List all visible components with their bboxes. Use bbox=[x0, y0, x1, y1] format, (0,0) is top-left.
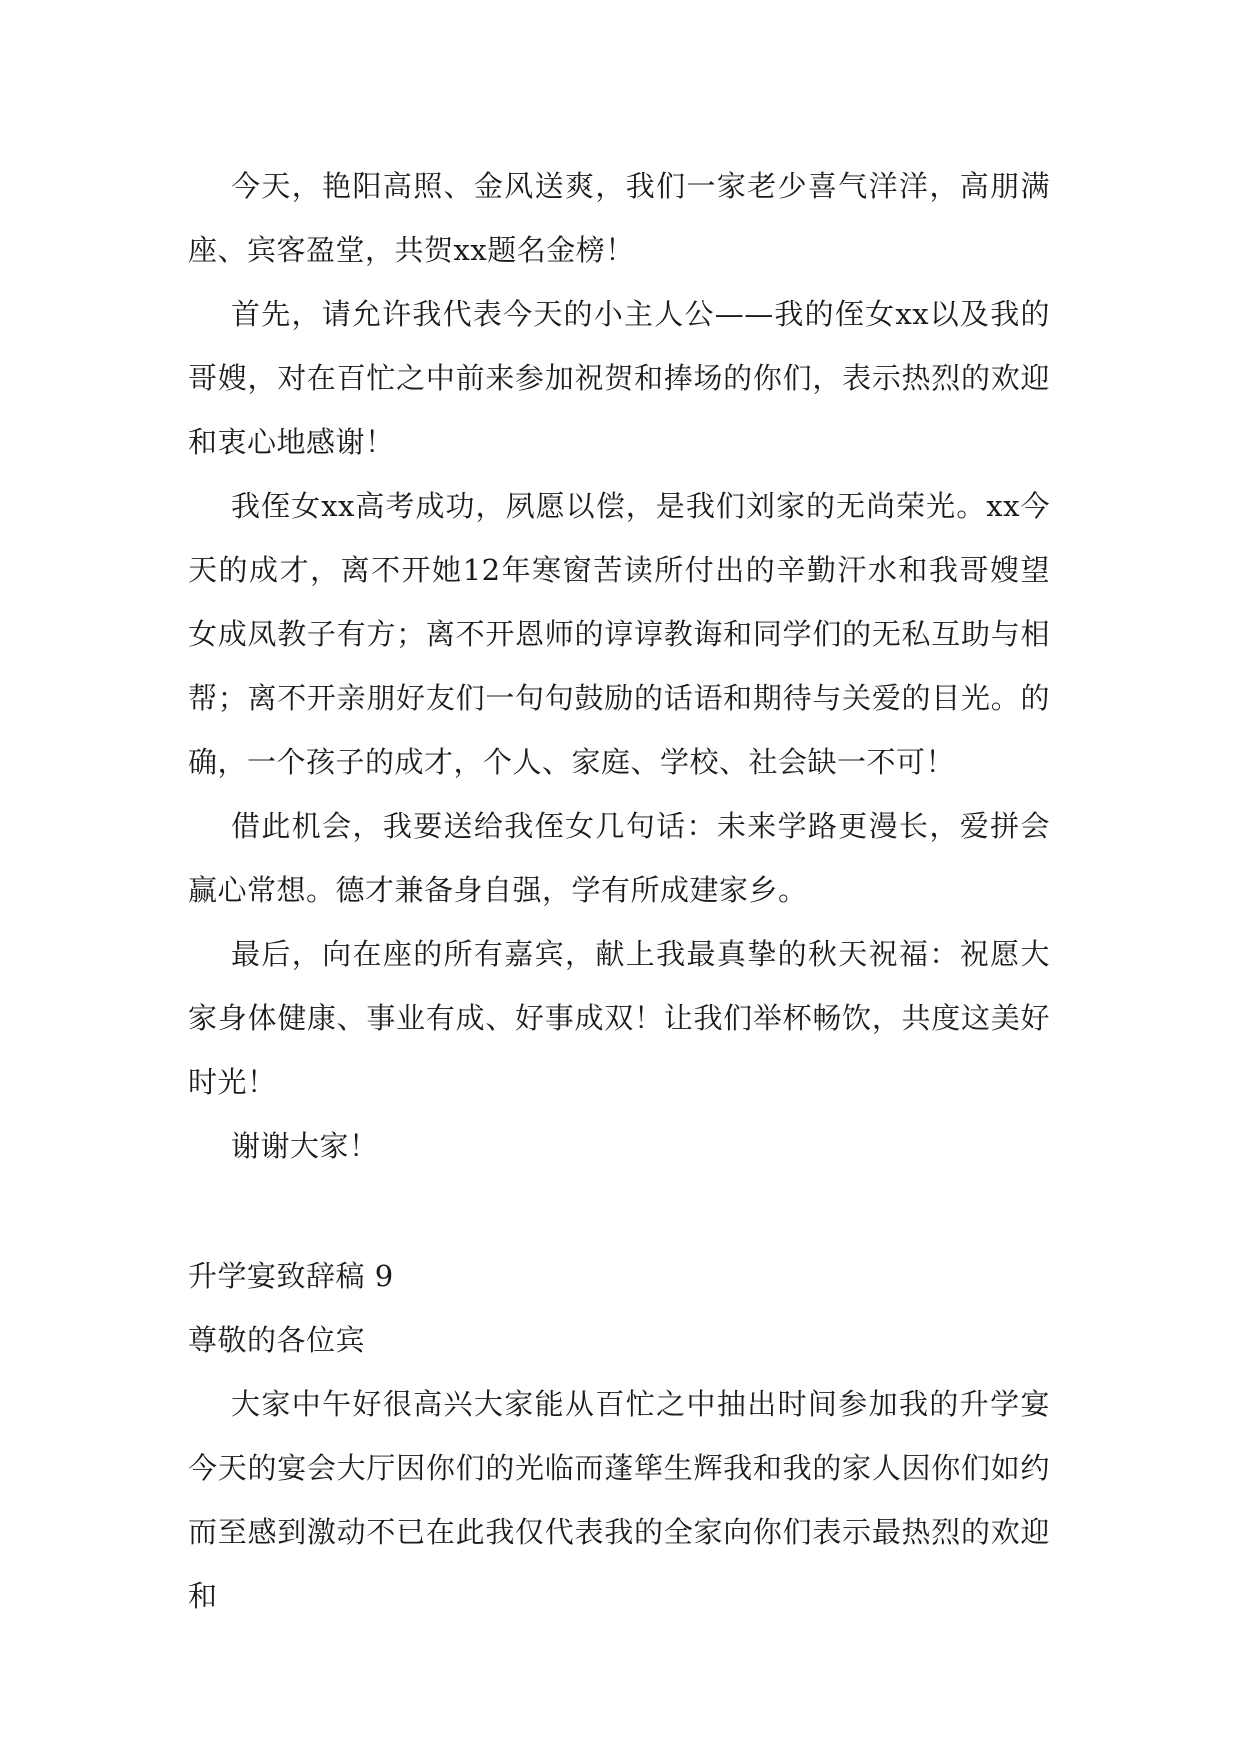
paragraph-advice: 借此机会，我要送给我侄女几句话：未来学路更漫长，爱拼会赢心常想。德才兼备身自强，学有所成建家乡。 bbox=[188, 809, 1050, 907]
paragraph-welcome: 首先，请允许我代表今天的小主人公——我的侄女xx以及我的哥嫂，对在百忙之中前来参加祝贺和捧场的你们，表示热烈的欢迎和衷心地感谢！ bbox=[188, 297, 1050, 459]
speech-section-1 bbox=[188, 154, 1050, 1178]
speech-section-2 bbox=[188, 1244, 1050, 1628]
paragraph-thanks: 谢谢大家！ bbox=[231, 1129, 379, 1163]
paragraph-greeting: 大家中午好很高兴大家能从百忙之中抽出时间参加我的升学宴今天的宴会大厅因你们的光临而蓬筚生辉我和我的家人因你们如约而至感到激动不已在此我仅代表我的全家向你们表示最热烈的欢迎和 bbox=[188, 1387, 1050, 1613]
speech-salutation: 尊敬的各位宾 bbox=[188, 1323, 366, 1357]
paragraph-opening: 今天，艳阳高照、金风送爽，我们一家老少喜气洋洋，高朋满座、宾客盈堂，共贺xx题名金榜！ bbox=[188, 169, 1050, 267]
paragraph-blessing: 最后，向在座的所有嘉宾，献上我最真挚的秋天祝福：祝愿大家身体健康、事业有成、好事成双！让我们举杯畅饮，共度这美好时光！ bbox=[188, 937, 1050, 1099]
speech-title: 升学宴致辞稿 9 bbox=[188, 1259, 394, 1293]
paragraph-gratitude: 我侄女xx高考成功，夙愿以偿，是我们刘家的无尚荣光。xx今天的成才，离不开她12年寒窗苦读所付出的辛勤汗水和我哥嫂望女成凤教子有方；离不开恩师的谆谆教诲和同学们的无私互助与相帮；离不开亲朋好友们一句句鼓励的话语和期待与关爱的目光。的确，一个孩子的成才，个人、家庭、学校、社会缺一不可！ bbox=[188, 489, 1050, 779]
